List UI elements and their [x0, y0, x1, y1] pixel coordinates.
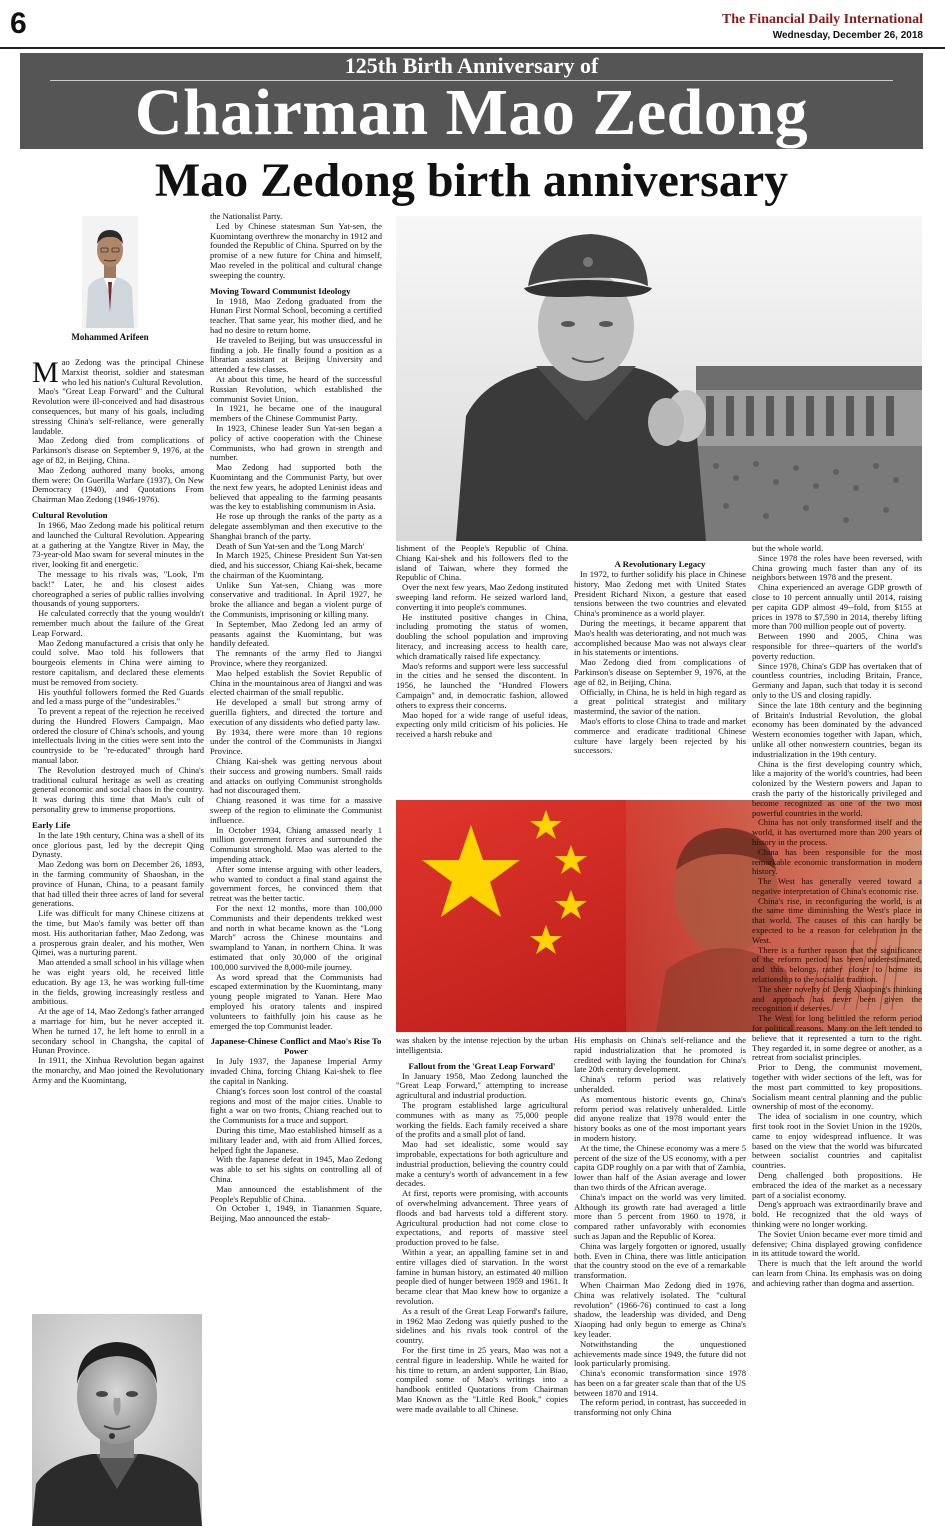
section-heading	[210, 286, 382, 296]
paragraph	[752, 818, 922, 847]
paragraph	[32, 570, 204, 609]
paragraph	[752, 1112, 922, 1171]
paragraph-text: In 1921, he became one of the inaugural members of the Chinese Communist Party.	[210, 403, 382, 424]
paragraph-text: During the meetings, it became apparent that Mao's health was deteriorating, and not much was accomplished because Mao was not always clear in his statements or intentions.	[574, 617, 746, 658]
article-column-4-top	[574, 554, 746, 796]
article-column-5	[752, 544, 922, 1528]
paragraph-text: Mao Zedong died from complications of Parkinson's disease on September 9, 1976, at the age of 82, in Beijing, China.	[574, 657, 746, 687]
paragraph-text: Notwithstanding the unquestioned achievements made since 1949, the future did not look particularly promising.	[574, 1338, 746, 1369]
paragraph-text: The sheer novelty of Deng Xiaoping's thinking and approach has never been given the recognition it deserves.	[752, 983, 922, 1014]
paragraph-text: His youthful followers formed the Red Guards and led a mass purge of the "undesirables."	[32, 686, 204, 707]
paragraph	[574, 688, 746, 717]
author-photo	[82, 216, 138, 328]
paragraph	[574, 570, 746, 619]
paragraph	[396, 1140, 568, 1189]
paragraph-text: The West has generally veered toward a negative interpretation of China's economic rise.	[752, 876, 922, 896]
paragraph-text: In January 1958, Mao Zedong launched the "Great Leap Forward," attempting to increase agricultural and industrial production.	[396, 1070, 568, 1101]
paragraph-text: Chiang's forces soon lost control of the coastal regions and most of the major cities. Unable to fight a war on two fronts, Chiang reached out to the Communists for a truce and support.	[210, 1085, 382, 1126]
paragraph	[396, 1189, 568, 1248]
paragraph-text: Mao's "Great Leap Forward" and the Cultural Revolution were ill-conceived and had disastrous consequences, but many of his goals, including stressing China's self-reliance, were generally laudable.	[32, 386, 204, 436]
paragraph-text: Prior to Deng, the communist movement, together with wider sections of the left, was for the most part committed to key propositions. Socialism meant central planning and the public ownership of most of the economy.	[752, 1062, 922, 1112]
paragraph-text: The program established large agricultural communes with as many as 75,000 people working the fields. Each family received a share of the profits and a small plot of land.	[396, 1099, 568, 1140]
paragraph	[752, 554, 922, 583]
paragraph-text: For the first time in 25 years, Mao was not a central figure in leadership. While he waited for his time to return, an ardent supporter, Lin Biao, compiled some of Mao's writings into a handbook entitled Quotations from Chairman Mao Known as the "Little Red Book," copies were made available to all Chinese.	[396, 1344, 568, 1414]
paragraph-text: China's impact on the world was very limited. Although its growth rate had averaged a little more than 5 percent from 1960 to 1978, it compared rather unfavorably with economies such as Japan and the Republic of Korea.	[574, 1191, 746, 1241]
article-column-1	[32, 358, 204, 1308]
paragraph	[752, 946, 922, 985]
paragraph-text: The message to his rivals was, "Look, I'm back!" Later, he and his closest aides choreographed a series of public rallies involving thousands of young supporters.	[32, 568, 204, 609]
paragraph-text: In July 1937, the Japanese Imperial Army invaded China, forcing Chiang Kai-shek to flee the capital in Nanking.	[210, 1056, 382, 1086]
paragraph	[752, 877, 922, 897]
paragraph-text: Mao's reforms and support were less successful in the cities and he sensed the discontent. In 1956, he launched the "Hundred Flowers Campaign" and, in democratic fashion, allowed others to express their concerns.	[396, 660, 568, 710]
paragraph-text: China experienced an average GDP growth of close to 10 percent annually until 2014, raising per capita GDP almost 49--fold, from $155 at prices in 1978 to $7,590 in 2014, thereby lifting more than 700 million people out of poverty.	[752, 582, 922, 632]
paragraph	[210, 865, 382, 904]
paragraph-text: Cultural Revolution	[32, 509, 108, 520]
paragraph	[574, 1144, 746, 1193]
paragraph	[32, 860, 204, 909]
paragraph	[210, 620, 382, 649]
paragraph	[396, 1248, 568, 1307]
paragraph	[210, 336, 382, 375]
masthead-rule	[0, 47, 945, 49]
paragraph-text: After some intense arguing with other leaders, who wanted to conduct a final stand against the government forces, he convinced them that retreat was the better tactic.	[210, 863, 382, 904]
paragraph	[752, 985, 922, 1014]
paragraph	[210, 222, 382, 281]
section-heading	[396, 1061, 568, 1071]
paragraph-text: Mao Zedong authored many books, among them were: On Guerilla Warfare (1937), On New Democracy (1940), and Quotations From Chairman Mao Zedong (1946-1976).	[32, 464, 204, 505]
paragraph	[210, 698, 382, 727]
paragraph	[32, 707, 204, 766]
paragraph-text: He instituted positive changes in China, including promoting the status of women, doubling the school population and improving literacy, and increasing access to health care, which dramatically raised life expectancy.	[396, 611, 568, 661]
paragraph	[32, 358, 204, 387]
publication-name: The Financial Daily International	[721, 12, 923, 27]
paragraph	[752, 1259, 922, 1288]
paragraph-text: Mao helped establish the Soviet Republic of China in the mountainous area of Jiangxi and was elected chairman of the small republic.	[210, 667, 382, 698]
paragraph	[396, 1346, 568, 1415]
paragraph	[752, 1063, 922, 1112]
paragraph	[574, 619, 746, 658]
paragraph-text: the Nationalist Party.	[210, 212, 283, 221]
paragraph	[574, 1281, 746, 1340]
paragraph	[32, 387, 204, 436]
paragraph-text: In September, Mao Zedong led an army of peasants against the Kuomintang, but was handily defeated.	[210, 618, 382, 649]
paragraph	[32, 909, 204, 958]
article-title: Mao Zedong birth anniversary	[154, 154, 789, 207]
paragraph-text: The Soviet Union became ever more timid and defensive; China displayed growing confidence in its attitude toward the world.	[752, 1228, 922, 1259]
paragraph-text: Mao Zedong manufactured a crisis that only he could solve. Mao told his followers that bourgeois elements in China were aiming to restore capitalism, and declared these elements must be removed from society.	[32, 637, 204, 687]
paragraph-text: The remnants of the army fled to Jiangxi Province, where they reorganized.	[210, 648, 382, 669]
section-heading	[210, 1036, 382, 1056]
paragraph	[210, 669, 382, 698]
mao-rally-photo	[396, 216, 922, 541]
paragraph	[396, 583, 568, 612]
paragraph	[210, 297, 382, 336]
paragraph-text: In 1972, to further solidify his place in Chinese history, Mao Zedong met with United States President Richard Nixon, a gesture that eased tensions between the two countries and elevated China's prominence as a world player.	[574, 569, 746, 619]
paragraph-text: The idea of socialism in one country, which first took root in the Soviet Union in the 1920s, came to enjoy widespread influence. It was based on the view that the world was bifurcated between socialist countries and capitalist countries.	[752, 1111, 922, 1171]
paragraph	[574, 1369, 746, 1398]
paragraph-text: China's rise, in reconfiguring the world, is at the same time diminishing the West's place in that world. The causes of this can hardly be expected to be a reason for celebration in the West.	[752, 895, 922, 945]
paragraph	[210, 1204, 382, 1224]
paragraph-text: Japanese-Chinese Conflict and Mao's Rise To Power	[210, 1036, 382, 1057]
banner-headline: Chairman Mao Zedong	[134, 76, 809, 149]
paragraph-text: Since 1978, China's GDP has overtaken that of countless countries, including Britain, France, Germany and Japan, such that today it is second only to the US and closing rapidly.	[752, 660, 922, 700]
paragraph	[396, 613, 568, 662]
paragraph-text: Between 1990 and 2005, China was responsible for three--quarters of the world's poverty reduction.	[752, 631, 922, 661]
article-column-2	[210, 212, 382, 1528]
paragraph-text: Mao announced the establishment of the People's Republic of China.	[210, 1183, 382, 1204]
paragraph-text: Mao Zedong was born on December 26, 1893, in the farming community of Shaoshan, in the province of Hunan, China, to a peasant family that had tilled their three acres of land for several generations.	[32, 859, 204, 909]
paragraph-text: China's economic transformation since 1978 has been on a far greater scale than that of the US between 1870 and 1914.	[574, 1368, 746, 1398]
paragraph-text: At first, reports were promising, with accounts of overwhelming advancement. Three years of floods and bad harvests told a different story. Agricultural production had not come close to expectations, and reports of massive steel production proved to be false.	[396, 1188, 568, 1248]
paragraph	[210, 512, 382, 541]
paragraph-text: Mao's efforts to close China to trade and market commerce and eradicate traditional Chinese culture have largely been rejected by his successors.	[574, 715, 746, 756]
paragraph-text: ao Zedong was the principal Chinese Marxist theorist, soldier and statesman who led his nation's Cultural Revolution.	[61, 358, 204, 387]
page-number: 6	[10, 7, 27, 40]
paragraph-text: Unlike Sun Yat-sen, Chiang was more conservative and traditional. In April 1927, he broke the alliance and began a violent purge of the Communists, imprisoning or killing many.	[210, 579, 382, 620]
author-byline: Mohammed Arifeen	[71, 332, 149, 342]
paragraph-text: Led by Chinese statesman Sun Yat-sen, the Kuomintang overthrew the monarchy in 1912 and founded the Republic of China. Spurred on by the promise of a new future for China and himself, Mao reveled in the political and cultural change sweeping the country.	[210, 220, 382, 280]
paragraph	[32, 609, 204, 638]
paragraph-text: With the Japanese defeat in 1945, Mao Zedong was able to set his sights on controlling all of China.	[210, 1154, 382, 1184]
paragraph	[574, 1095, 746, 1144]
paragraph	[396, 711, 568, 740]
paragraph	[32, 639, 204, 688]
paragraph	[396, 1307, 568, 1346]
paragraph-text: Early Life	[32, 819, 71, 830]
paragraph-text: lishment of the People's Republic of China. Chiang Kai-shek and his followers fled to the island of Taiwan, where they formed the Republic of China.	[396, 544, 568, 583]
paragraph	[210, 463, 382, 512]
paragraph-text: By 1934, there were more than 10 regions under the control of the Communists in Jiangxi Province.	[210, 726, 382, 757]
paragraph-text: When Chairman Mao Zedong died in 1976, China was relatively isolated. The "cultural revolution" (1966-76) continued to cast a long shadow, the leadership was divided, and Deng Xiaoping had only begun to emerge as China's key leader.	[574, 1279, 746, 1339]
publication-date: Wednesday, December 26, 2018	[772, 30, 923, 41]
section-heading	[32, 820, 204, 830]
paragraph-text: Deng's approach was extraordinarily brave and bold. He recognized that the old ways of thinking were no longer working.	[752, 1199, 922, 1229]
paragraph-text: In 1923, Chinese leader Sun Yat-sen began a policy of active cooperation with the Chinese Communists, who had grown in strength and number.	[210, 422, 382, 463]
paragraph-text: On October 1, 1949, in Tiananmen Square, Beijing, Mao announced the estab-	[210, 1203, 382, 1224]
paragraph-text: Mao hoped for a wide range of useful ideas, expecting only mild criticism of his policies. He received a harsh rebuke and	[396, 709, 568, 740]
paragraph-text: Over the next few years, Mao Zedong instituted sweeping land reform. He seized warlord land, converting it into people's communes.	[396, 582, 568, 612]
paragraph-text: but the whole world.	[752, 544, 824, 553]
paragraph	[752, 1230, 922, 1259]
paragraph	[752, 662, 922, 701]
paragraph	[752, 760, 922, 819]
paragraph	[210, 551, 382, 580]
paragraph-text: China has not only transformed itself and the world, it has overturned more than 200 years of history in the process.	[752, 817, 922, 847]
paragraph	[32, 436, 204, 465]
paragraph-text: In 1966, Mao Zedong made his political return and launched the Cultural Revolution. Appearing at a gathering at the Yangtze River in May, the 73-year-old Mao swam for several minutes in the river, looking fit and energetic.	[32, 519, 204, 570]
article-column-3-top	[396, 544, 568, 796]
paragraph	[210, 649, 382, 669]
paragraph-text: China has been responsible for the most remarkable economic transformation in modern history.	[752, 846, 922, 877]
paragraph-text: He calculated correctly that the young wouldn't remember much about the failure of the Great Leap Forward.	[32, 608, 204, 638]
paragraph	[210, 1126, 382, 1155]
paragraph-text: For the next 12 months, more than 100,000 Communists and their dependents trekked west and north in what became known as the "Long March" across the Chinese mountains and swampland to Yanan, in northern China. It was estimated that only 30,000 of the original 100,000 survived the 8,000-mile journey.	[210, 902, 382, 972]
paragraph	[396, 1036, 568, 1056]
section-heading	[574, 559, 746, 569]
paragraph	[32, 1056, 204, 1085]
paragraph	[396, 1101, 568, 1140]
paragraph	[752, 1200, 922, 1229]
paragraph-text: In 1918, Mao Zedong graduated from the Hunan First Normal School, becoming a certified teacher. That same year, his mother died, and he had no desire to return home.	[210, 295, 382, 335]
paragraph	[210, 581, 382, 620]
paragraph	[752, 632, 922, 661]
paragraph	[396, 1072, 568, 1101]
paragraph-text: He developed a small but strong army of guerilla fighters, and directed the torture and execution of any dissidents who defied party law.	[210, 697, 382, 727]
paragraph-text: In October 1934, Chiang amassed nearly 1 million government forces and surrounded the Communist stronghold. Mao was alerted to the impending attack.	[210, 824, 382, 864]
paragraph-text: There is much that the left around the world can learn from China. Its emphasis was on doing and achieving rather than dogma and assertion.	[752, 1258, 922, 1288]
paragraph-text: As word spread that the Communists had escaped extermination by the Kuomintang, many young people migrated to Yanan. Here Mao employed his oratory talents and inspired volunteers to faithfully join his cause as he emerged the top Communist leader.	[210, 971, 382, 1031]
paragraph	[32, 958, 204, 1007]
paragraph-text: Moving Toward Communist Ideology	[210, 285, 351, 296]
paragraph-text: At the age of 14, Mao Zedong's father arranged a marriage for him, but he never accepted it. When he turned 17, he left home to enroll in a secondary school in Changsha, the capital of Hunan Province.	[32, 1006, 204, 1056]
paragraph-text: Mao Zedong had supported both the Kuomintang and the Communist Party, but over the next few years, he adopted Leninist ideas and believed that appealing to the farming peasants was the key to establishing communism in Asia.	[210, 462, 382, 512]
paragraph	[210, 973, 382, 1032]
paragraph-text: As momentous historic events go, China's reform period was relatively unheralded. Little did anyone realize that 1978 would enter the history books as one of the most important years in modern history.	[574, 1093, 746, 1143]
paragraph	[210, 375, 382, 404]
drop-cap: M	[32, 358, 59, 389]
paragraph	[210, 1087, 382, 1126]
paragraph	[210, 757, 382, 796]
paragraph-text: In 1911, the Xinhua Revolution began against the monarchy, and Mao joined the Revolutionary Army and the Kuomintang,	[32, 1055, 204, 1085]
paragraph	[210, 728, 382, 757]
paragraph	[32, 521, 204, 570]
paragraph	[752, 848, 922, 877]
paragraph-text: At the time, the Chinese economy was a mere 5 percent of the size of the US economy, with a per capita GDP roughly on a par with that of Zambia, lower than half of the Asian average and lower than two thirds of the African average.	[574, 1142, 746, 1192]
paragraph-text: Mao Zedong died from complications of Parkinson's disease on September 9, 1976, at the age of 82, in Beijing, China.	[32, 435, 204, 465]
banner	[20, 53, 923, 149]
paragraph	[32, 466, 204, 505]
paragraph	[32, 688, 204, 708]
paragraph	[210, 796, 382, 825]
paragraph	[32, 766, 204, 815]
paragraph-text: The Revolution destroyed much of China's traditional cultural heritage as well as creating general economic and social chaos in the country. It was during this time that Mao's cult of personality grew to immense proportions.	[32, 764, 204, 815]
paragraph	[752, 1014, 922, 1063]
article-column-4-bottom	[574, 1036, 746, 1528]
paragraph	[396, 544, 568, 583]
paragraph-text: Mao attended a small school in his village when he was eight years old, he received little education. By age 13, he was working full-time in the fields, growing increasingly restless and ambitious.	[32, 957, 204, 1007]
paragraph-text: To prevent a repeat of the rejection he received during the Hundred Flowers Campaign, Mao ordered the closure of China's schools, and young intellectuals living in the cities were sent into the countryside to be "re-educated" through hard manual labor.	[32, 706, 204, 766]
paragraph	[210, 1057, 382, 1086]
paragraph	[574, 1340, 746, 1369]
paragraph-text: Fallout from the 'Great Leap Forward'	[408, 1060, 556, 1071]
article-column-3-bottom	[396, 1036, 568, 1528]
paragraph	[396, 662, 568, 711]
paragraph	[210, 1155, 382, 1184]
paragraph-text: Death of Sun Yat-sen and the 'Long March'	[216, 540, 365, 551]
paragraph-text: Deng challenged both propositions. He embraced the idea of the market as a necessary part of a socialist economy.	[752, 1170, 922, 1200]
paragraph	[574, 1242, 746, 1281]
mao-portrait-photo	[32, 1314, 202, 1526]
paragraph	[32, 1007, 204, 1056]
paragraph-text: In March 1925, Chinese President Sun Yat-sen died, and his successor, Chiang Kai-shek, became the chairman of the Kuomintang.	[210, 550, 382, 580]
paragraph	[574, 1398, 746, 1418]
paragraph-text: During this time, Mao established himself as a military leader and, with aid from Allied forces, helped fight the Japanese.	[210, 1124, 382, 1155]
paragraph-text: In the late 19th century, China was a shell of its once glorious past, led by the decrepit Qing Dynasty.	[32, 829, 204, 860]
paragraph	[752, 583, 922, 632]
paragraph-text: As a result of the Great Leap Forward's failure, in 1962 Mao Zedong was quietly pushed to the sidelines and his rivals took control of the country.	[396, 1305, 568, 1346]
paragraph-text: The West for long belittled the reform period for political reasons. Many on the left tended to believe that it represented a turn to the right. They regarded it, in some degree or another, as a retreat from socialist principles.	[752, 1013, 922, 1063]
paragraph	[210, 904, 382, 973]
paragraph	[210, 1185, 382, 1205]
paragraph-text: His emphasis on China's self-reliance and the rapid industrialization that he promoted is credited with laying the foundation for China's late 20th century development.	[574, 1036, 746, 1075]
paragraph-text: China is the first developing country which, like a majority of the world's countries, had been colonized by the Western powers and Japan to crash the party of the historically privileged and become recognized as one of the two most powerful countries in the world.	[752, 758, 922, 818]
paragraph	[574, 717, 746, 756]
section-heading	[32, 510, 204, 520]
paragraph-text: Within a year, an appalling famine set in and entire villages died of starvation. In the worst famine in human history, an estimated 40 million people died of hunger between 1959 and 1961. It became clear that Mao knew how to organize a revolution.	[396, 1246, 568, 1306]
paragraph-text: There is a further reason that the significance of the reform period has been underestimated, and this belongs rather closer to home its relationship to the socialist tradition.	[752, 944, 922, 985]
paragraph-text: China's reform period was relatively unheralded.	[574, 1074, 746, 1094]
paragraph-text: Chiang Kai-shek was getting nervous about their success and growing numbers. Small raids and attacks on outlying Communist strongholds had not discouraged them.	[210, 756, 382, 796]
paragraph	[574, 1193, 746, 1242]
paragraph	[752, 1171, 922, 1200]
paragraph-text: A Revolutionary Legacy	[614, 559, 706, 569]
paragraph-text: At about this time, he heard of the successful Russian Revolution, which established the communist Soviet Union.	[210, 373, 382, 404]
paragraph	[574, 1036, 746, 1075]
paragraph	[210, 404, 382, 424]
paragraph	[32, 831, 204, 860]
paragraph-text: Officially, in China, he is held in high regard as a great political strategist and military mastermind, the savior of the nation.	[574, 686, 746, 717]
paragraph	[752, 897, 922, 946]
paragraph	[574, 1075, 746, 1095]
paragraph-text: He traveled to Beijing, but was unsuccessful in finding a job. He finally found a position as a librarian assistant at Beijing University and attended a few classes.	[210, 334, 382, 375]
paragraph-text: The reform period, in contrast, has succeeded in transforming not only China	[574, 1397, 746, 1418]
paragraph-text: Mao had set idealistic, some would say improbable, expectations for both agriculture and industrial production, believing the country could make a century's worth of advancement in a few decades.	[396, 1139, 568, 1189]
paragraph-text: China was largely forgotten or ignored, usually both. Even in China, there was little anticipation that the country stood on the eve of a remarkable transformation.	[574, 1240, 746, 1281]
paragraph-text: was shaken by the intense rejection by the urban intelligentsia.	[396, 1036, 568, 1055]
banner-kicker: 125th Birth Anniversary of	[344, 53, 599, 78]
paragraph	[210, 826, 382, 865]
paragraph-text: He rose up through the ranks of the party as a delegate assemblyman and then executive to the Shanghai branch of the party.	[210, 511, 382, 541]
paragraph-text: Since the late 18th century and the beginning of Britain's Industrial Revolution, the global economy has been dominated by the advanced Western economies together with Japan, which, unlike all other nonwestern countries, began its industrialization in the 19th century.	[752, 699, 922, 759]
paragraph-text: Chiang reasoned it was time for a massive sweep of the region to eliminate the Communist influence.	[210, 795, 382, 825]
paragraph	[210, 424, 382, 463]
paragraph-text: Since 1978 the roles have been reversed, with China growing much faster than any of its neighbors between 1978 and the present.	[752, 552, 922, 583]
paragraph	[574, 658, 746, 687]
paragraph	[752, 701, 922, 760]
paragraph-text: Life was difficult for many Chinese citizens at the time, but Mao's family was better off than most. His authoritarian father, Mao Zedong, was a prosperous grain dealer, and his mother, Wen Qimei, was a nurturing parent.	[32, 908, 204, 958]
